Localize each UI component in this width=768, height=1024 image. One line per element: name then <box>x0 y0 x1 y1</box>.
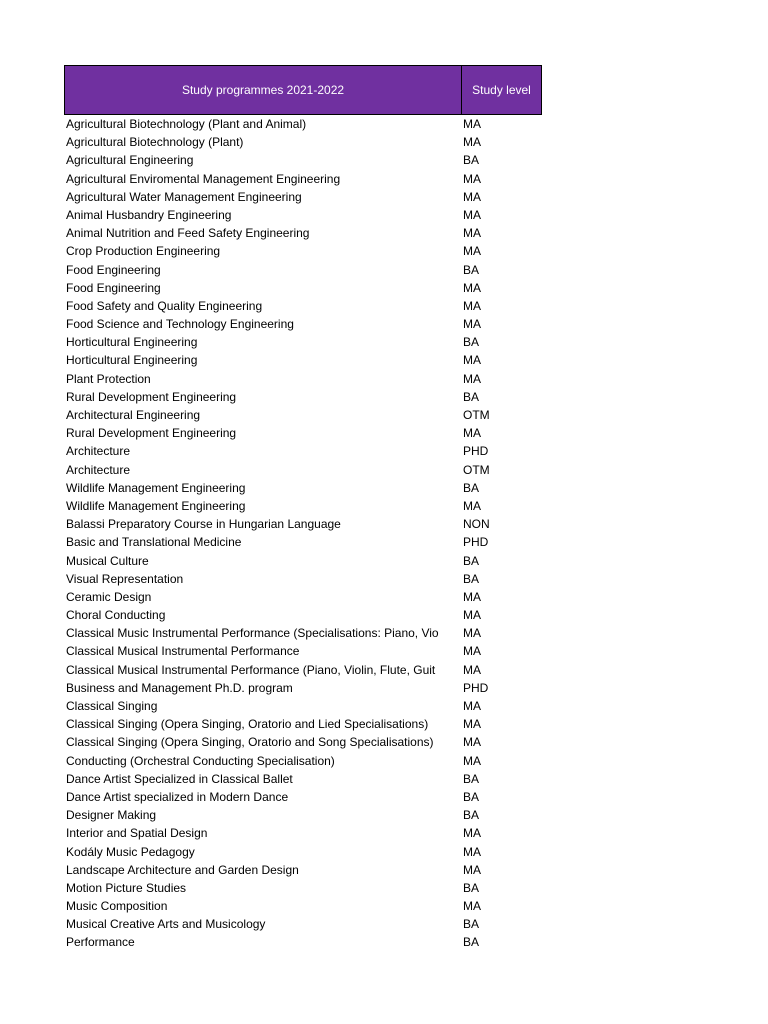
table-row <box>66 133 726 151</box>
programme-name: Musical Creative Arts and Musicology <box>66 917 266 932</box>
study-level: BA <box>463 771 480 786</box>
table-row <box>66 206 726 224</box>
table-row <box>66 661 726 679</box>
programme-name: Visual Representation <box>66 571 184 586</box>
programme-name: Dance Artist Specialized in Classical Ballet <box>66 771 293 786</box>
study-level: MA <box>463 135 481 150</box>
study-level: BA <box>463 789 480 804</box>
programme-name: Agricultural Engineering <box>66 153 194 168</box>
table-row <box>66 406 726 424</box>
table-row <box>66 370 726 388</box>
table-row <box>66 533 726 551</box>
table-row <box>66 824 726 842</box>
programme-name: Food Safety and Quality Engineering <box>66 298 263 313</box>
programme-name: Conducting (Orchestral Conducting Specialisation) <box>66 753 335 768</box>
programme-name: Food Engineering <box>66 262 161 277</box>
table-row <box>66 715 726 733</box>
study-level: MA <box>463 317 481 332</box>
table-row <box>66 424 726 442</box>
study-level: BA <box>463 480 480 495</box>
table-header <box>64 65 542 115</box>
study-level: MA <box>463 298 481 313</box>
table-row <box>66 697 726 715</box>
programme-name: Interior and Spatial Design <box>66 826 208 841</box>
study-level: MA <box>463 171 481 186</box>
study-level: MA <box>463 117 481 131</box>
table-row <box>66 442 726 460</box>
table-row <box>66 261 726 279</box>
header-study-level: Study level <box>462 66 541 114</box>
study-level: MA <box>463 753 481 768</box>
study-level: BA <box>463 917 480 932</box>
programme-name: Balassi Preparatory Course in Hungarian Language <box>66 517 341 532</box>
study-level: BA <box>463 262 480 277</box>
table-row <box>66 933 726 951</box>
table-row <box>66 733 726 751</box>
programme-name: Animal Nutrition and Feed Safety Engineering <box>66 226 310 241</box>
programme-name: Food Engineering <box>66 280 161 295</box>
study-level: MA <box>463 244 481 259</box>
table-row <box>66 897 726 915</box>
programme-name: Rural Development Engineering <box>66 389 237 404</box>
table-row <box>66 515 726 533</box>
study-level: PHD <box>463 444 489 459</box>
study-level: MA <box>463 844 481 859</box>
table-row <box>66 115 726 133</box>
study-level: MA <box>463 644 481 659</box>
programme-name: Wildlife Management Engineering <box>66 480 246 495</box>
header-study-programmes: Study programmes 2021-2022 <box>65 66 462 114</box>
table-row <box>66 497 726 515</box>
study-level: MA <box>463 498 481 513</box>
table-row <box>66 351 726 369</box>
table-row <box>66 479 726 497</box>
programme-name: Horticultural Engineering <box>66 353 198 368</box>
table-row <box>66 752 726 770</box>
programme-name: Architecture <box>66 444 131 459</box>
programme-name: Crop Production Engineering <box>66 244 221 259</box>
programme-name: Wildlife Management Engineering <box>66 498 246 513</box>
study-level: PHD <box>463 680 489 695</box>
study-level: NON <box>463 517 490 532</box>
study-level: MA <box>463 608 481 623</box>
table-row <box>66 570 726 588</box>
table-row <box>66 315 726 333</box>
programme-name: Architectural Engineering <box>66 408 201 422</box>
table-row <box>66 788 726 806</box>
programme-name: Animal Husbandry Engineering <box>66 207 232 222</box>
study-level: BA <box>463 153 480 168</box>
table-row <box>66 552 726 570</box>
programme-name: Performance <box>66 935 135 950</box>
table-row <box>66 388 726 406</box>
study-level: MA <box>463 862 481 877</box>
study-level: MA <box>463 589 481 604</box>
programme-name: Landscape Architecture and Garden Design <box>66 862 299 877</box>
study-level: MA <box>463 207 481 222</box>
programme-name: Classical Singing <box>66 699 158 713</box>
table-row <box>66 279 726 297</box>
table-row <box>66 588 726 606</box>
table-row <box>66 242 726 260</box>
programme-name: Musical Culture <box>66 553 149 568</box>
study-level: MA <box>463 626 481 641</box>
programme-name: Classical Singing (Opera Singing, Oratorio and Song Specialisations) <box>66 735 434 750</box>
programme-name: Rural Development Engineering <box>66 426 237 441</box>
table-row <box>66 642 726 660</box>
study-level: OTM <box>463 462 490 477</box>
study-level: MA <box>463 717 481 732</box>
programme-name: Classical Musical Instrumental Performance (Piano, Violin, Flute, Guit <box>66 662 436 677</box>
table-row <box>66 606 726 624</box>
study-level: BA <box>463 389 480 404</box>
programme-name: Classical Singing (Opera Singing, Oratorio and Lied Specialisations) <box>66 717 429 732</box>
table-row <box>66 915 726 933</box>
study-level: BA <box>463 935 480 950</box>
programme-name: Classical Music Instrumental Performance (Specialisations: Piano, Vio <box>66 626 439 641</box>
programme-name: Ceramic Design <box>66 589 152 604</box>
programme-rows <box>66 115 726 952</box>
study-level: OTM <box>463 408 490 422</box>
programme-name: Choral Conducting <box>66 608 166 623</box>
study-level: BA <box>463 808 480 823</box>
programme-name: Agricultural Biotechnology (Plant) <box>66 135 244 150</box>
table-row <box>66 861 726 879</box>
study-level: BA <box>463 553 480 568</box>
programme-name: Dance Artist specialized in Modern Dance <box>66 789 289 804</box>
study-level: PHD <box>463 535 489 550</box>
programme-name: Designer Making <box>66 808 157 823</box>
study-level: MA <box>463 826 481 841</box>
table-row <box>66 224 726 242</box>
programme-name: Agricultural Enviromental Management Engineering <box>66 171 341 186</box>
programme-name: Horticultural Engineering <box>66 335 198 350</box>
programme-name: Music Composition <box>66 899 168 914</box>
study-level: MA <box>463 735 481 750</box>
study-level: MA <box>463 353 481 368</box>
programme-name: Basic and Translational Medicine <box>66 535 242 550</box>
programme-name: Kodály Music Pedagogy <box>66 844 195 859</box>
study-level: MA <box>463 426 481 441</box>
study-level: BA <box>463 335 480 350</box>
table-row <box>66 151 726 169</box>
table-row <box>66 624 726 642</box>
programme-name: Agricultural Water Management Engineering <box>66 189 302 204</box>
study-level: BA <box>463 880 480 895</box>
table-row <box>66 679 726 697</box>
programme-name: Motion Picture Studies <box>66 880 187 895</box>
table-row <box>66 879 726 897</box>
programme-name: Architecture <box>66 462 131 477</box>
study-level: MA <box>463 280 481 295</box>
study-level: MA <box>463 899 481 914</box>
programme-name: Business and Management Ph.D. program <box>66 680 293 695</box>
table-row <box>66 188 726 206</box>
programme-name: Plant Protection <box>66 371 151 386</box>
programme-name: Agricultural Biotechnology (Plant and Animal) <box>66 117 307 131</box>
table-row <box>66 806 726 824</box>
programme-name: Classical Musical Instrumental Performance <box>66 644 300 659</box>
table-row <box>66 843 726 861</box>
table-row <box>66 461 726 479</box>
table-row <box>66 170 726 188</box>
table-row <box>66 333 726 351</box>
programme-name: Food Science and Technology Engineering <box>66 317 294 332</box>
study-level: BA <box>463 571 480 586</box>
study-level: MA <box>463 189 481 204</box>
table-row <box>66 297 726 315</box>
study-level: MA <box>463 226 481 241</box>
study-level: MA <box>463 371 481 386</box>
study-level: MA <box>463 699 481 713</box>
table-row <box>66 770 726 788</box>
study-level: MA <box>463 662 481 677</box>
